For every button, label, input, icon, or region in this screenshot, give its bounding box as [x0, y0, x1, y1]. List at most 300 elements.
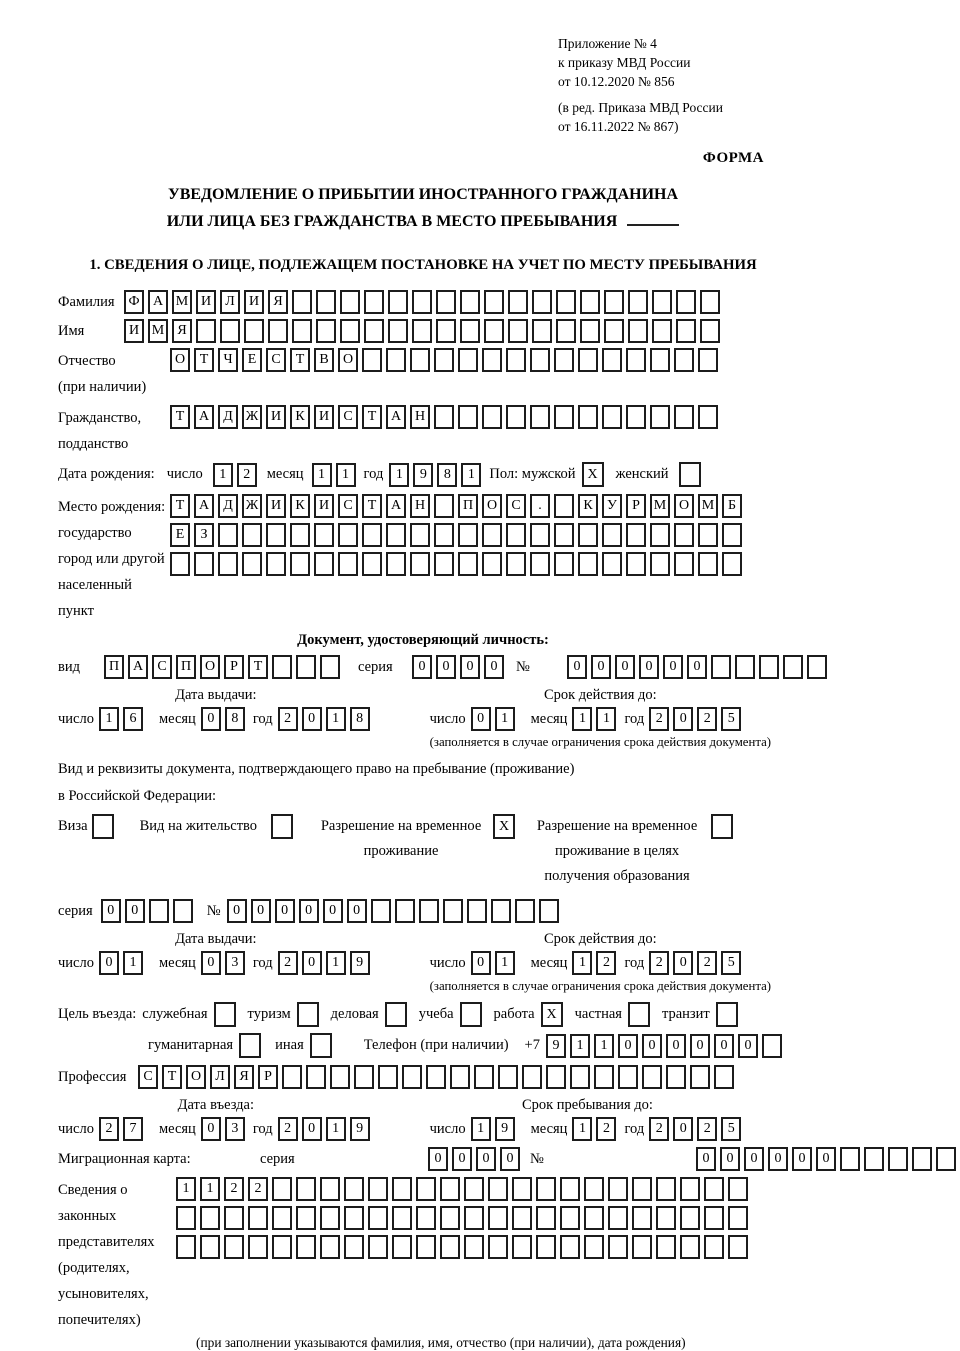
char-cell[interactable]: 1 — [99, 707, 119, 731]
char-cell[interactable]: 0 — [738, 1034, 758, 1058]
char-cell[interactable] — [316, 290, 336, 314]
char-cell[interactable] — [282, 1065, 302, 1089]
char-cell[interactable]: 6 — [123, 707, 143, 731]
char-cell[interactable]: 2 — [697, 1117, 717, 1141]
char-cell[interactable] — [584, 1235, 604, 1259]
char-cell[interactable] — [149, 899, 169, 923]
char-cell[interactable] — [704, 1206, 724, 1230]
char-cell[interactable] — [458, 405, 478, 429]
char-cell[interactable] — [344, 1177, 364, 1201]
char-cell[interactable] — [722, 552, 742, 576]
char-cell[interactable] — [728, 1235, 748, 1259]
char-cell[interactable]: 2 — [596, 951, 616, 975]
char-cell[interactable] — [320, 1235, 340, 1259]
char-cell[interactable] — [714, 1065, 734, 1089]
char-cell[interactable] — [290, 552, 310, 576]
char-cell[interactable]: 0 — [744, 1147, 764, 1171]
char-cell[interactable] — [570, 1065, 590, 1089]
char-cell[interactable] — [364, 319, 384, 343]
char-cell[interactable] — [674, 552, 694, 576]
char-cell[interactable] — [650, 523, 670, 547]
char-cell[interactable]: 2 — [278, 707, 298, 731]
char-cell[interactable] — [506, 523, 526, 547]
char-cell[interactable] — [173, 899, 193, 923]
char-cell[interactable] — [316, 319, 336, 343]
char-cell[interactable]: И — [244, 290, 264, 314]
char-cell[interactable]: 1 — [596, 707, 616, 731]
char-cell[interactable] — [488, 1206, 508, 1230]
char-cell[interactable] — [440, 1206, 460, 1230]
char-cell[interactable] — [224, 1206, 244, 1230]
char-cell[interactable] — [272, 1177, 292, 1201]
char-cell[interactable] — [608, 1206, 628, 1230]
char-cell[interactable] — [482, 348, 502, 372]
char-cell[interactable] — [344, 1235, 364, 1259]
char-cell[interactable] — [290, 523, 310, 547]
char-cell[interactable]: Р — [626, 494, 646, 518]
char-cell[interactable]: 1 — [461, 463, 481, 487]
char-cell[interactable]: 0 — [471, 951, 491, 975]
char-cell[interactable] — [296, 1235, 316, 1259]
char-cell[interactable] — [584, 1206, 604, 1230]
char-cell[interactable]: 1 — [389, 463, 409, 487]
char-cell[interactable]: 0 — [591, 655, 611, 679]
char-cell[interactable] — [340, 319, 360, 343]
char-cell[interactable] — [783, 655, 803, 679]
char-cell[interactable]: З — [194, 523, 214, 547]
char-cell[interactable]: О — [186, 1065, 206, 1089]
char-cell[interactable]: Ж — [242, 405, 262, 429]
purpose-tourism-checkbox[interactable] — [297, 1002, 319, 1027]
char-cell[interactable]: 1 — [176, 1177, 196, 1201]
char-cell[interactable]: О — [170, 348, 190, 372]
char-cell[interactable]: 0 — [484, 655, 504, 679]
char-cell[interactable]: П — [458, 494, 478, 518]
char-cell[interactable] — [530, 348, 550, 372]
char-cell[interactable]: П — [176, 655, 196, 679]
char-cell[interactable]: 0 — [618, 1034, 638, 1058]
char-cell[interactable] — [354, 1065, 374, 1089]
char-cell[interactable]: 0 — [436, 655, 456, 679]
char-cell[interactable] — [268, 319, 288, 343]
char-cell[interactable] — [458, 552, 478, 576]
char-cell[interactable]: И — [266, 494, 286, 518]
char-cell[interactable]: С — [138, 1065, 158, 1089]
char-cell[interactable]: 0 — [275, 899, 295, 923]
char-cell[interactable]: Т — [248, 655, 268, 679]
char-cell[interactable] — [220, 319, 240, 343]
char-cell[interactable] — [759, 655, 779, 679]
char-cell[interactable] — [386, 348, 406, 372]
char-cell[interactable] — [320, 1206, 340, 1230]
char-cell[interactable]: 5 — [721, 951, 741, 975]
char-cell[interactable] — [460, 290, 480, 314]
char-cell[interactable] — [532, 290, 552, 314]
char-cell[interactable] — [554, 348, 574, 372]
char-cell[interactable]: О — [674, 494, 694, 518]
char-cell[interactable]: 0 — [428, 1147, 448, 1171]
char-cell[interactable] — [698, 552, 718, 576]
char-cell[interactable] — [436, 290, 456, 314]
char-cell[interactable] — [368, 1177, 388, 1201]
char-cell[interactable]: 0 — [347, 899, 367, 923]
char-cell[interactable] — [626, 523, 646, 547]
char-cell[interactable] — [728, 1177, 748, 1201]
char-cell[interactable]: 2 — [99, 1117, 119, 1141]
char-cell[interactable]: 2 — [649, 707, 669, 731]
char-cell[interactable]: 0 — [302, 707, 322, 731]
char-cell[interactable] — [248, 1235, 268, 1259]
char-cell[interactable]: 0 — [99, 951, 119, 975]
char-cell[interactable] — [690, 1065, 710, 1089]
char-cell[interactable]: 2 — [278, 951, 298, 975]
char-cell[interactable] — [482, 405, 502, 429]
char-cell[interactable] — [484, 290, 504, 314]
char-cell[interactable]: 0 — [663, 655, 683, 679]
char-cell[interactable]: 2 — [697, 951, 717, 975]
char-cell[interactable] — [698, 405, 718, 429]
char-cell[interactable]: П — [104, 655, 124, 679]
char-cell[interactable]: С — [152, 655, 172, 679]
char-cell[interactable]: Я — [172, 319, 192, 343]
char-cell[interactable] — [314, 552, 334, 576]
char-cell[interactable]: 9 — [495, 1117, 515, 1141]
char-cell[interactable] — [362, 348, 382, 372]
char-cell[interactable] — [266, 552, 286, 576]
char-cell[interactable] — [296, 655, 316, 679]
char-cell[interactable] — [340, 290, 360, 314]
char-cell[interactable] — [580, 319, 600, 343]
char-cell[interactable] — [458, 348, 478, 372]
char-cell[interactable] — [676, 290, 696, 314]
char-cell[interactable] — [578, 552, 598, 576]
char-cell[interactable]: Т — [362, 494, 382, 518]
char-cell[interactable] — [498, 1065, 518, 1089]
char-cell[interactable]: 8 — [350, 707, 370, 731]
purpose-transit-checkbox[interactable] — [716, 1002, 738, 1027]
char-cell[interactable] — [608, 1235, 628, 1259]
char-cell[interactable] — [386, 523, 406, 547]
char-cell[interactable]: 2 — [649, 951, 669, 975]
char-cell[interactable]: 0 — [460, 655, 480, 679]
char-cell[interactable] — [440, 1235, 460, 1259]
purpose-official-checkbox[interactable] — [214, 1002, 236, 1027]
char-cell[interactable]: А — [194, 405, 214, 429]
char-cell[interactable] — [272, 655, 292, 679]
char-cell[interactable]: 2 — [596, 1117, 616, 1141]
char-cell[interactable]: А — [194, 494, 214, 518]
char-cell[interactable] — [410, 552, 430, 576]
char-cell[interactable]: 5 — [721, 707, 741, 731]
char-cell[interactable] — [735, 655, 755, 679]
temp-residence-edu-checkbox[interactable] — [711, 814, 733, 839]
char-cell[interactable] — [200, 1235, 220, 1259]
char-cell[interactable] — [292, 319, 312, 343]
char-cell[interactable] — [416, 1206, 436, 1230]
char-cell[interactable]: 2 — [237, 463, 257, 487]
char-cell[interactable]: К — [290, 405, 310, 429]
char-cell[interactable] — [402, 1065, 422, 1089]
char-cell[interactable] — [512, 1206, 532, 1230]
char-cell[interactable]: 0 — [690, 1034, 710, 1058]
char-cell[interactable]: Ч — [218, 348, 238, 372]
char-cell[interactable]: 0 — [302, 1117, 322, 1141]
char-cell[interactable] — [416, 1235, 436, 1259]
char-cell[interactable]: Ж — [242, 494, 262, 518]
char-cell[interactable]: Р — [224, 655, 244, 679]
char-cell[interactable]: 0 — [227, 899, 247, 923]
char-cell[interactable]: 1 — [572, 707, 592, 731]
char-cell[interactable] — [604, 319, 624, 343]
char-cell[interactable] — [656, 1177, 676, 1201]
char-cell[interactable] — [364, 290, 384, 314]
char-cell[interactable] — [554, 552, 574, 576]
temp-residence-checkbox[interactable]: X — [493, 814, 515, 839]
char-cell[interactable] — [368, 1235, 388, 1259]
char-cell[interactable] — [362, 552, 382, 576]
char-cell[interactable] — [652, 290, 672, 314]
char-cell[interactable] — [864, 1147, 884, 1171]
char-cell[interactable]: Т — [170, 405, 190, 429]
char-cell[interactable]: 0 — [302, 951, 322, 975]
char-cell[interactable] — [440, 1177, 460, 1201]
char-cell[interactable] — [412, 290, 432, 314]
char-cell[interactable] — [556, 290, 576, 314]
char-cell[interactable] — [674, 405, 694, 429]
char-cell[interactable] — [194, 552, 214, 576]
char-cell[interactable] — [338, 552, 358, 576]
char-cell[interactable]: А — [128, 655, 148, 679]
char-cell[interactable] — [578, 348, 598, 372]
char-cell[interactable] — [368, 1206, 388, 1230]
char-cell[interactable] — [412, 319, 432, 343]
char-cell[interactable]: Л — [210, 1065, 230, 1089]
char-cell[interactable] — [536, 1177, 556, 1201]
char-cell[interactable] — [578, 523, 598, 547]
char-cell[interactable] — [467, 899, 487, 923]
char-cell[interactable]: 0 — [687, 655, 707, 679]
char-cell[interactable] — [362, 523, 382, 547]
char-cell[interactable]: 0 — [500, 1147, 520, 1171]
char-cell[interactable] — [632, 1235, 652, 1259]
char-cell[interactable] — [532, 319, 552, 343]
char-cell[interactable]: 1 — [594, 1034, 614, 1058]
char-cell[interactable]: О — [200, 655, 220, 679]
char-cell[interactable]: 1 — [572, 1117, 592, 1141]
char-cell[interactable]: Л — [220, 290, 240, 314]
char-cell[interactable]: 0 — [452, 1147, 472, 1171]
char-cell[interactable]: 1 — [495, 707, 515, 731]
char-cell[interactable] — [539, 899, 559, 923]
char-cell[interactable]: Н — [410, 494, 430, 518]
char-cell[interactable] — [506, 348, 526, 372]
char-cell[interactable] — [554, 494, 574, 518]
char-cell[interactable] — [244, 319, 264, 343]
char-cell[interactable] — [628, 290, 648, 314]
char-cell[interactable]: 9 — [350, 1117, 370, 1141]
char-cell[interactable]: А — [386, 494, 406, 518]
purpose-business-checkbox[interactable] — [385, 1002, 407, 1027]
char-cell[interactable] — [728, 1206, 748, 1230]
char-cell[interactable]: 9 — [350, 951, 370, 975]
char-cell[interactable]: 0 — [101, 899, 121, 923]
char-cell[interactable]: 8 — [225, 707, 245, 731]
char-cell[interactable] — [560, 1206, 580, 1230]
char-cell[interactable]: 0 — [673, 951, 693, 975]
char-cell[interactable] — [556, 319, 576, 343]
char-cell[interactable] — [680, 1206, 700, 1230]
char-cell[interactable]: Ф — [124, 290, 144, 314]
char-cell[interactable] — [602, 552, 622, 576]
char-cell[interactable] — [512, 1177, 532, 1201]
char-cell[interactable]: 0 — [251, 899, 271, 923]
char-cell[interactable] — [626, 348, 646, 372]
char-cell[interactable]: 1 — [326, 1117, 346, 1141]
char-cell[interactable] — [602, 523, 622, 547]
char-cell[interactable]: М — [698, 494, 718, 518]
char-cell[interactable] — [650, 405, 670, 429]
char-cell[interactable] — [628, 319, 648, 343]
char-cell[interactable] — [584, 1177, 604, 1201]
char-cell[interactable]: И — [124, 319, 144, 343]
char-cell[interactable] — [515, 899, 535, 923]
char-cell[interactable]: С — [338, 405, 358, 429]
char-cell[interactable] — [460, 319, 480, 343]
char-cell[interactable]: Е — [170, 523, 190, 547]
char-cell[interactable]: 0 — [615, 655, 635, 679]
purpose-humanitarian-checkbox[interactable] — [239, 1033, 261, 1058]
char-cell[interactable] — [464, 1206, 484, 1230]
char-cell[interactable] — [434, 552, 454, 576]
char-cell[interactable] — [680, 1235, 700, 1259]
char-cell[interactable] — [522, 1065, 542, 1089]
char-cell[interactable]: 1 — [213, 463, 233, 487]
char-cell[interactable] — [395, 899, 415, 923]
char-cell[interactable]: 0 — [412, 655, 432, 679]
sex-male-checkbox[interactable]: X — [582, 462, 604, 487]
char-cell[interactable] — [626, 405, 646, 429]
char-cell[interactable] — [936, 1147, 956, 1171]
char-cell[interactable] — [580, 290, 600, 314]
char-cell[interactable] — [419, 899, 439, 923]
char-cell[interactable]: М — [148, 319, 168, 343]
char-cell[interactable] — [536, 1206, 556, 1230]
char-cell[interactable] — [266, 523, 286, 547]
char-cell[interactable] — [464, 1235, 484, 1259]
char-cell[interactable]: Я — [234, 1065, 254, 1089]
char-cell[interactable] — [512, 1235, 532, 1259]
char-cell[interactable] — [320, 655, 340, 679]
char-cell[interactable] — [656, 1235, 676, 1259]
char-cell[interactable] — [554, 405, 574, 429]
char-cell[interactable]: 8 — [437, 463, 457, 487]
char-cell[interactable] — [484, 319, 504, 343]
char-cell[interactable] — [642, 1065, 662, 1089]
char-cell[interactable] — [506, 552, 526, 576]
char-cell[interactable] — [488, 1235, 508, 1259]
char-cell[interactable]: Б — [722, 494, 742, 518]
char-cell[interactable]: В — [314, 348, 334, 372]
char-cell[interactable]: 0 — [639, 655, 659, 679]
char-cell[interactable] — [807, 655, 827, 679]
char-cell[interactable] — [704, 1235, 724, 1259]
char-cell[interactable] — [674, 348, 694, 372]
char-cell[interactable] — [378, 1065, 398, 1089]
char-cell[interactable]: Р — [258, 1065, 278, 1089]
char-cell[interactable] — [676, 319, 696, 343]
char-cell[interactable] — [392, 1177, 412, 1201]
char-cell[interactable] — [674, 523, 694, 547]
char-cell[interactable] — [508, 319, 528, 343]
char-cell[interactable] — [632, 1177, 652, 1201]
char-cell[interactable]: 3 — [225, 1117, 245, 1141]
char-cell[interactable] — [434, 348, 454, 372]
char-cell[interactable] — [218, 552, 238, 576]
char-cell[interactable] — [618, 1065, 638, 1089]
char-cell[interactable] — [292, 290, 312, 314]
char-cell[interactable] — [666, 1065, 686, 1089]
char-cell[interactable] — [434, 405, 454, 429]
char-cell[interactable]: У — [602, 494, 622, 518]
char-cell[interactable]: 7 — [123, 1117, 143, 1141]
char-cell[interactable]: 0 — [201, 1117, 221, 1141]
char-cell[interactable] — [554, 523, 574, 547]
char-cell[interactable] — [530, 523, 550, 547]
char-cell[interactable]: 1 — [471, 1117, 491, 1141]
char-cell[interactable]: 2 — [697, 707, 717, 731]
char-cell[interactable] — [450, 1065, 470, 1089]
char-cell[interactable]: М — [650, 494, 670, 518]
purpose-private-checkbox[interactable] — [628, 1002, 650, 1027]
residence-permit-checkbox[interactable] — [271, 814, 293, 839]
char-cell[interactable] — [560, 1235, 580, 1259]
char-cell[interactable]: 1 — [326, 951, 346, 975]
char-cell[interactable] — [426, 1065, 446, 1089]
char-cell[interactable]: С — [338, 494, 358, 518]
char-cell[interactable]: 0 — [476, 1147, 496, 1171]
char-cell[interactable] — [888, 1147, 908, 1171]
char-cell[interactable]: 0 — [720, 1147, 740, 1171]
char-cell[interactable]: И — [314, 405, 334, 429]
char-cell[interactable] — [410, 348, 430, 372]
char-cell[interactable]: М — [172, 290, 192, 314]
purpose-other-checkbox[interactable] — [310, 1033, 332, 1058]
char-cell[interactable]: 0 — [323, 899, 343, 923]
char-cell[interactable] — [482, 523, 502, 547]
char-cell[interactable]: Т — [162, 1065, 182, 1089]
char-cell[interactable]: 0 — [673, 707, 693, 731]
char-cell[interactable]: 2 — [278, 1117, 298, 1141]
char-cell[interactable]: 0 — [792, 1147, 812, 1171]
char-cell[interactable] — [242, 523, 262, 547]
char-cell[interactable]: Д — [218, 405, 238, 429]
char-cell[interactable]: 0 — [642, 1034, 662, 1058]
char-cell[interactable] — [474, 1065, 494, 1089]
char-cell[interactable]: 1 — [570, 1034, 590, 1058]
char-cell[interactable] — [700, 319, 720, 343]
char-cell[interactable]: 0 — [471, 707, 491, 731]
char-cell[interactable] — [272, 1235, 292, 1259]
char-cell[interactable] — [650, 348, 670, 372]
char-cell[interactable] — [604, 290, 624, 314]
char-cell[interactable] — [388, 290, 408, 314]
purpose-study-checkbox[interactable] — [460, 1002, 482, 1027]
char-cell[interactable]: 0 — [714, 1034, 734, 1058]
char-cell[interactable]: 5 — [721, 1117, 741, 1141]
char-cell[interactable] — [434, 494, 454, 518]
char-cell[interactable] — [196, 319, 216, 343]
char-cell[interactable] — [488, 1177, 508, 1201]
